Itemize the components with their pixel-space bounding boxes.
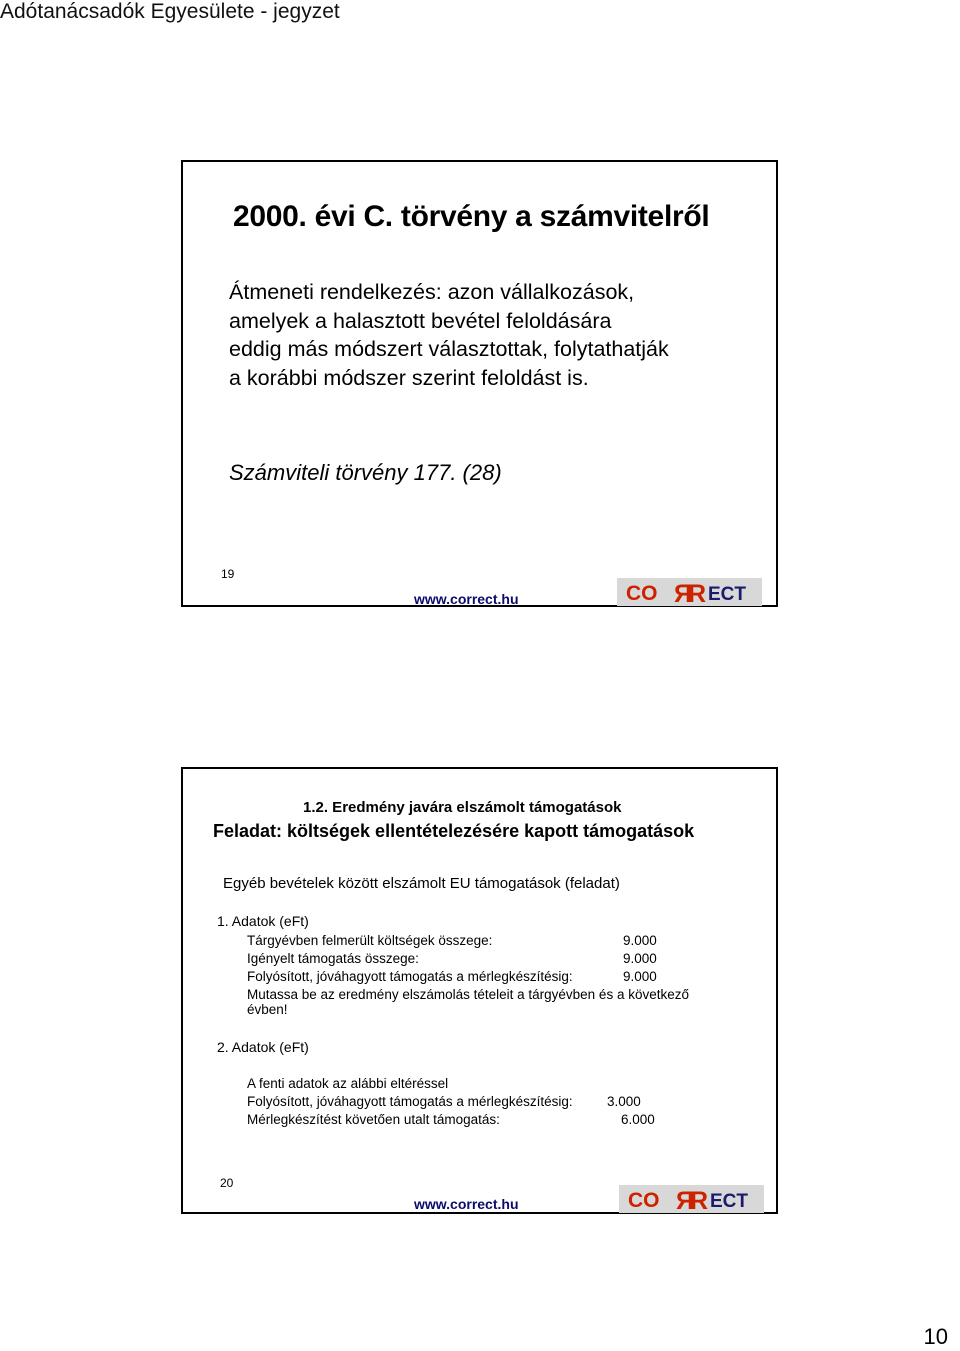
logo-r-mirrored: R (675, 1187, 694, 1211)
instruction-line: Mutassa be az eredmény elszámolás tételeit a tárgyévben és a következő (247, 987, 689, 1002)
row-value: 3.000 (607, 1094, 641, 1109)
correct-logo (617, 578, 762, 606)
law-reference: Számviteli törvény 177. (28) (229, 460, 502, 485)
logo-co: CO (626, 582, 658, 604)
body-line: a korábbi módszer szerint feloldást is. (229, 365, 589, 390)
slide-number: 20 (220, 1176, 234, 1190)
slide-title: 2000. évi C. törvény a számvitelről (233, 200, 710, 233)
row-label: Folyósított, jóváhagyott támogatás a mérlegkészítésig: (247, 1094, 573, 1109)
row-label: Tárgyévben felmerült költségek összege: (247, 933, 493, 948)
slide-subtitle: Egyéb bevételek között elszámolt EU támogatások (feladat) (223, 875, 620, 892)
footer-url: www.correct.hu (414, 591, 519, 607)
logo-ect: ECT (708, 584, 746, 604)
logo-r: R (690, 1187, 709, 1211)
slide-subheading: Feladat: költségek ellentételezésére kapott támogatások (213, 821, 695, 841)
body-line: amelyek a halasztott bevétel feloldására (229, 308, 612, 333)
page-number: 10 (923, 1324, 948, 1349)
row-label: Folyósított, jóváhagyott támogatás a mérlegkészítésig: (247, 969, 573, 984)
instruction-line: évben! (247, 1002, 288, 1017)
logo-co: CO (628, 1189, 660, 1211)
logo-r-mirrored: R (673, 580, 692, 604)
data2-row (247, 1094, 641, 1109)
slide-heading: 1.2. Eredmény javára elszámolt támogatások (303, 799, 622, 816)
data1-title: 1. Adatok (eFt) (217, 913, 309, 929)
data2-title: 2. Adatok (eFt) (217, 1039, 309, 1055)
row-value: 9.000 (623, 969, 657, 984)
row-value: 9.000 (623, 951, 657, 966)
data1-row (247, 933, 657, 948)
correct-logo (619, 1185, 764, 1213)
logo-ect: ECT (710, 1191, 748, 1211)
row-value: 9.000 (623, 933, 657, 948)
row-label: Igényelt támogatás összege: (247, 951, 419, 966)
data2-row (247, 1112, 655, 1127)
document-header-title: Adótanácsadók Egyesülete - jegyzet (0, 0, 340, 23)
body-line: eddig más módszert választottak, folytathatják (229, 337, 669, 361)
correct-logo-mark (622, 580, 757, 604)
slide-19 (181, 160, 778, 607)
body-line: Átmeneti rendelkezés: azon vállalkozások, (229, 280, 635, 304)
row-label: Mérlegkészítést követően utalt támogatás: (247, 1112, 500, 1127)
logo-r: R (688, 580, 707, 604)
data2-intro: A fenti adatok az alábbi eltéréssel (247, 1076, 449, 1091)
row-value: 6.000 (621, 1112, 655, 1127)
slide-number: 19 (221, 567, 235, 581)
data1-row (247, 951, 657, 966)
slide-20 (181, 767, 778, 1214)
slide-body (229, 278, 749, 392)
footer-url: www.correct.hu (414, 1196, 519, 1212)
correct-logo-mark (624, 1187, 759, 1211)
data1-row (247, 969, 657, 984)
